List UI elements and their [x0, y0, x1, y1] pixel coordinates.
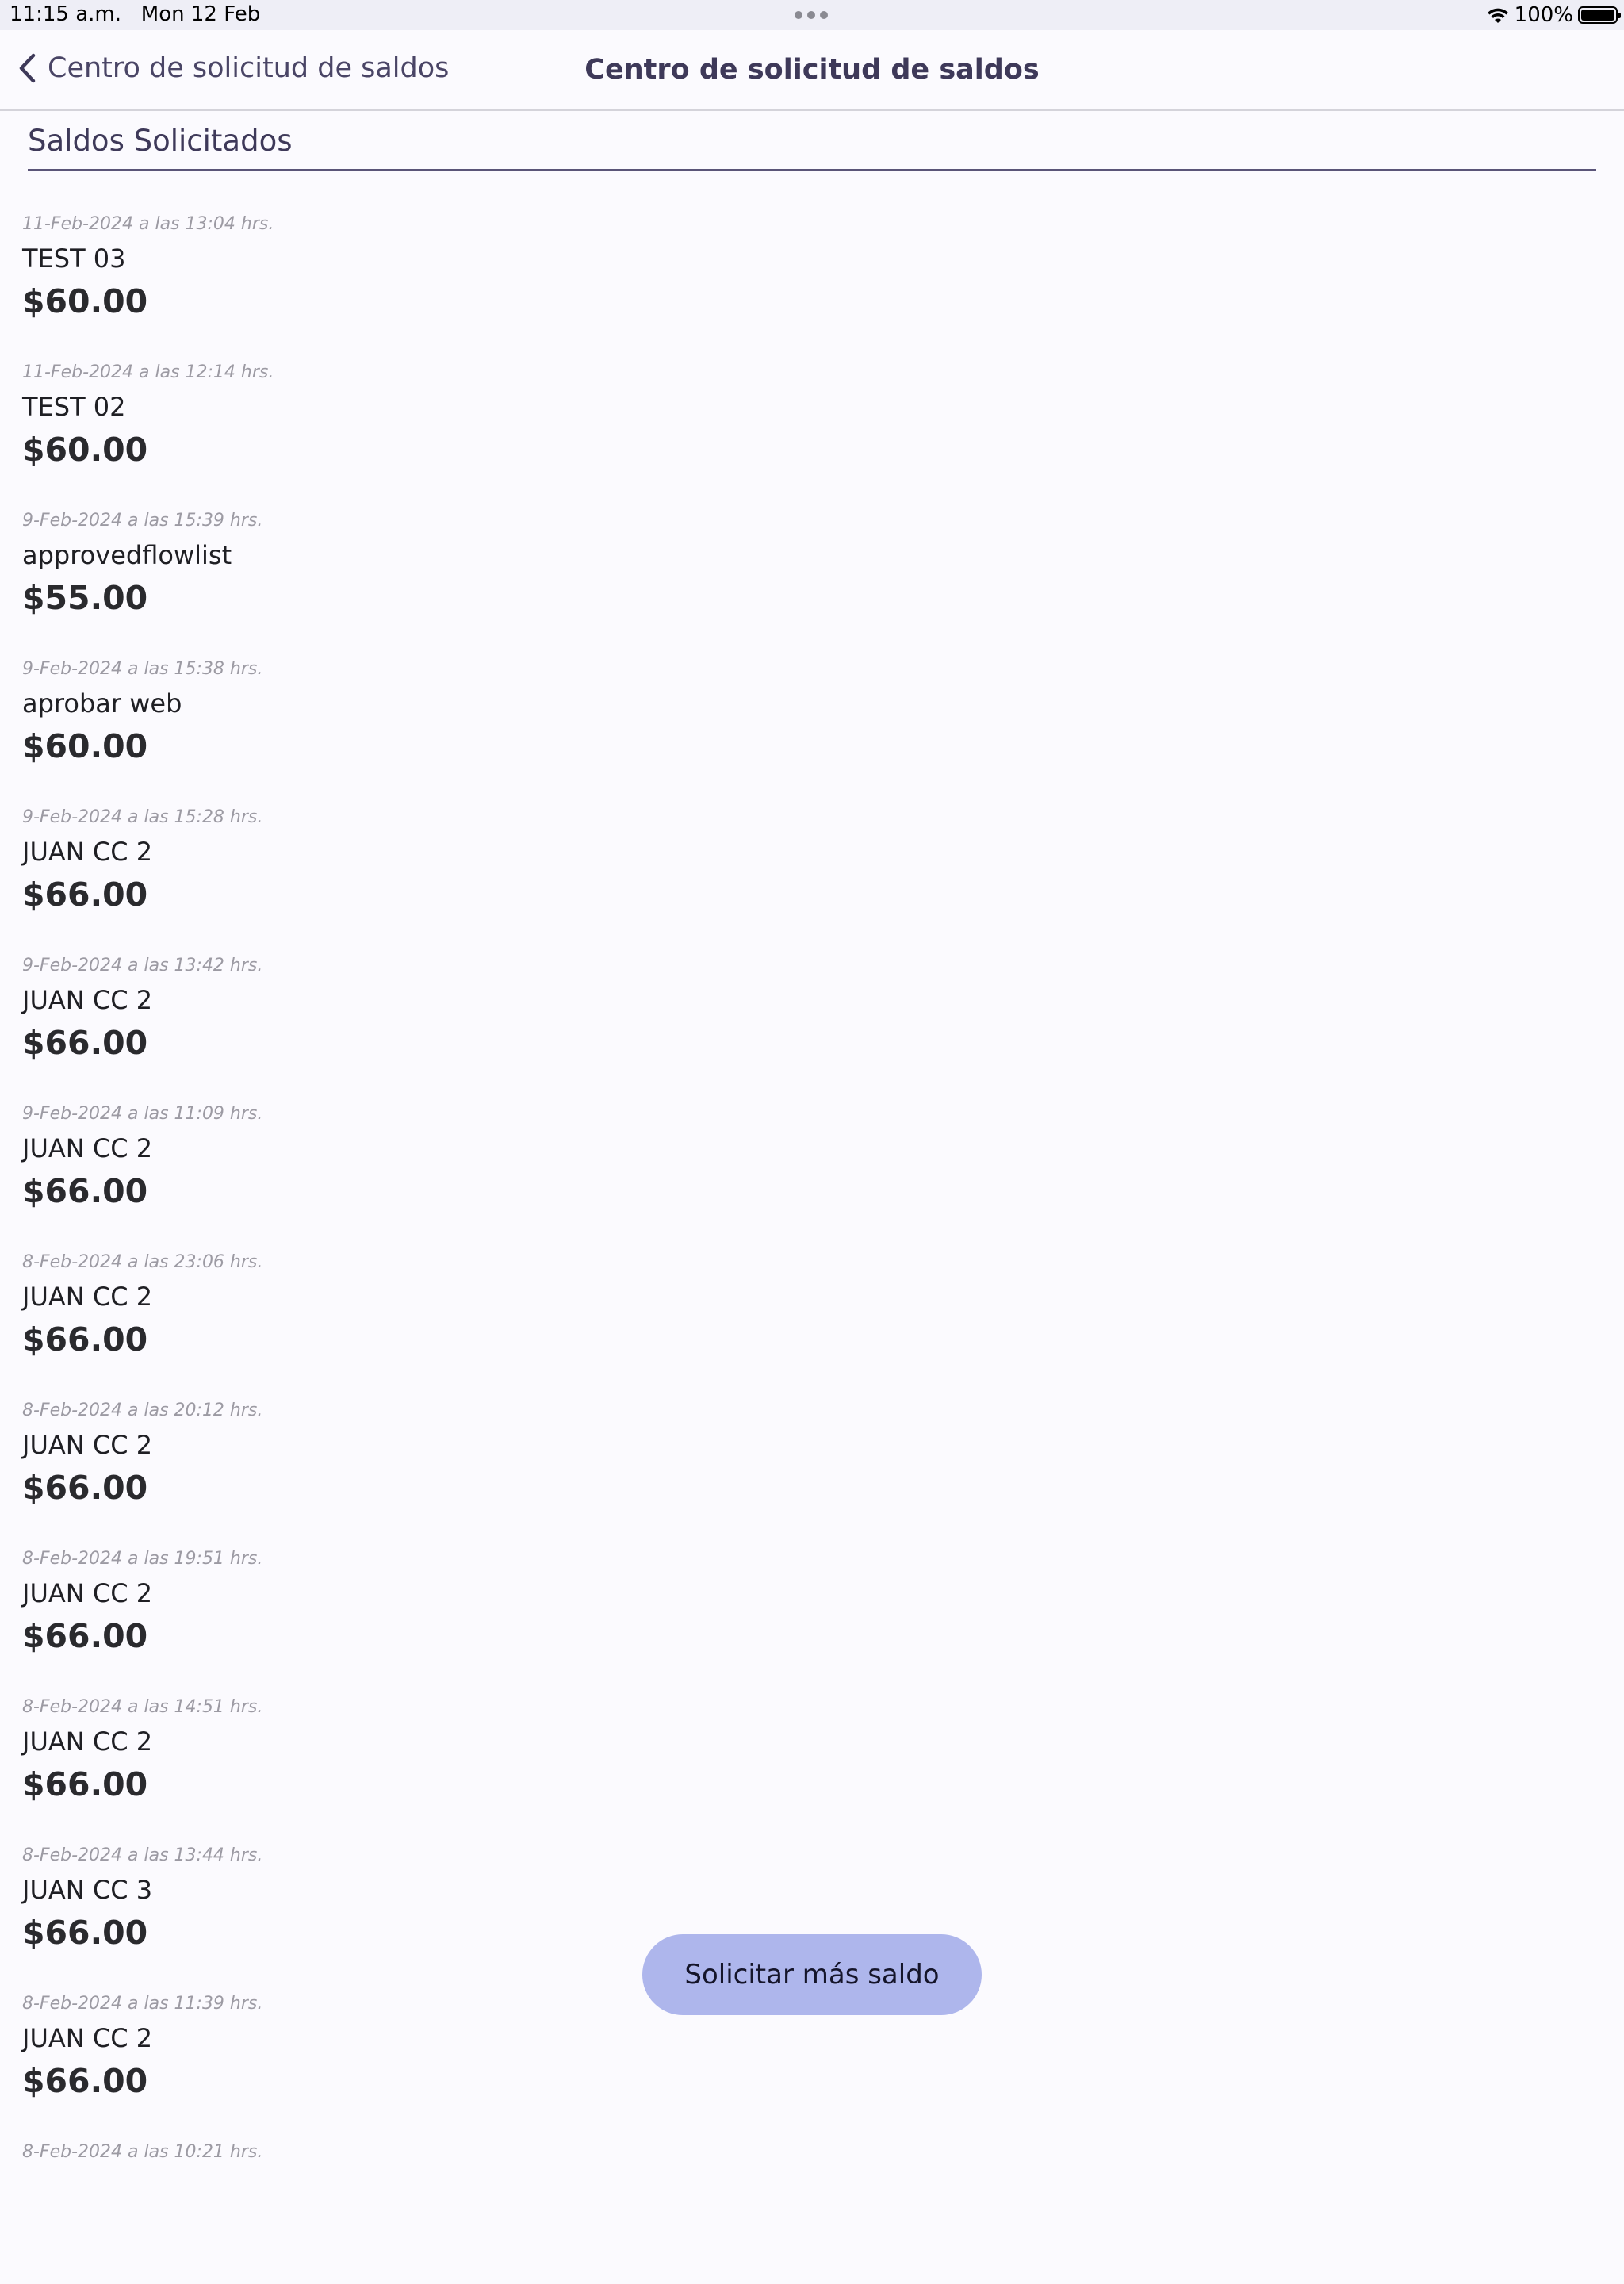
request-name: JUAN CC 2 [22, 1282, 153, 1312]
request-more-balance-button[interactable]: Solicitar más saldo [642, 1934, 982, 2015]
section-title: Saldos Solicitados [28, 124, 293, 158]
battery-icon [1578, 6, 1618, 24]
list-item[interactable] [22, 1691, 1529, 1839]
list-item[interactable] [22, 1098, 1529, 1246]
list-item[interactable] [22, 801, 1529, 949]
list-item[interactable] [22, 504, 1529, 653]
request-name: JUAN CC 2 [22, 985, 153, 1015]
request-date: 8-Feb-2024 a las 20:12 hrs. [22, 1401, 263, 1420]
request-date: 8-Feb-2024 a las 23:06 hrs. [22, 1252, 263, 1272]
request-date: 9-Feb-2024 a las 15:39 hrs. [22, 511, 263, 531]
request-date: 8-Feb-2024 a las 11:39 hrs. [22, 1994, 263, 2014]
list-item[interactable] [22, 2136, 1529, 2284]
request-name: JUAN CC 2 [22, 1133, 153, 1163]
wifi-icon [1486, 6, 1510, 25]
request-amount: $66.00 [22, 1617, 148, 1655]
request-amount: $60.00 [22, 431, 148, 469]
request-name: JUAN CC 2 [22, 1430, 153, 1460]
request-name: approvedflowlist [22, 540, 232, 570]
multitasking-dots-icon[interactable] [795, 11, 829, 19]
request-amount: $66.00 [22, 1914, 148, 1952]
request-name: JUAN CC 2 [22, 1578, 153, 1608]
request-amount: $66.00 [22, 1469, 148, 1507]
request-name: JUAN CC 2 [22, 2023, 153, 2053]
request-date: 8-Feb-2024 a las 13:44 hrs. [22, 1845, 263, 1865]
status-indicators [1486, 2, 1618, 28]
request-name: TEST 02 [22, 392, 126, 422]
request-amount: $66.00 [22, 1320, 148, 1359]
request-amount: $66.00 [22, 1024, 148, 1062]
request-date: 8-Feb-2024 a las 14:51 hrs. [22, 1697, 263, 1717]
battery-percent: 100% [1514, 3, 1573, 27]
request-amount: $55.00 [22, 579, 148, 617]
list-item[interactable] [22, 949, 1529, 1098]
list-item[interactable] [22, 208, 1529, 356]
request-date: 9-Feb-2024 a las 15:28 hrs. [22, 807, 263, 827]
back-button-label: Centro de solicitud de saldos [48, 52, 450, 84]
list-item[interactable] [22, 1542, 1529, 1691]
status-date: Mon 12 Feb [140, 2, 261, 26]
request-name: JUAN CC 3 [22, 1875, 153, 1905]
request-date: 11-Feb-2024 a las 13:04 hrs. [22, 214, 274, 234]
list-item[interactable] [22, 1246, 1529, 1394]
request-amount: $66.00 [22, 876, 148, 914]
list-item[interactable] [22, 653, 1529, 801]
section-divider [28, 169, 1596, 171]
request-date: 9-Feb-2024 a las 15:38 hrs. [22, 659, 263, 679]
request-date: 8-Feb-2024 a las 19:51 hrs. [22, 1549, 263, 1569]
status-time [10, 2, 260, 26]
page-title: Centro de solicitud de saldos [584, 54, 1040, 86]
request-amount: $66.00 [22, 2062, 148, 2100]
navigation-bar [0, 30, 1624, 111]
request-name: TEST 03 [22, 243, 126, 274]
request-date: 9-Feb-2024 a las 11:09 hrs. [22, 1104, 263, 1124]
request-amount: $66.00 [22, 1765, 148, 1803]
list-item[interactable] [22, 1394, 1529, 1542]
request-amount: $60.00 [22, 727, 148, 765]
request-amount: $66.00 [22, 1172, 148, 1210]
request-date: 8-Feb-2024 a las 10:21 hrs. [22, 2142, 263, 2162]
request-amount: $60.00 [22, 282, 148, 320]
request-name: aprobar web [22, 688, 182, 719]
status-bar [0, 0, 1624, 30]
request-date: 9-Feb-2024 a las 13:42 hrs. [22, 956, 263, 975]
request-name: JUAN CC 2 [22, 837, 153, 867]
status-clock: 11:15 a.m. [10, 2, 121, 26]
list-item[interactable] [22, 356, 1529, 504]
request-date: 11-Feb-2024 a las 12:14 hrs. [22, 362, 274, 382]
request-name: JUAN CC 2 [22, 1726, 153, 1757]
